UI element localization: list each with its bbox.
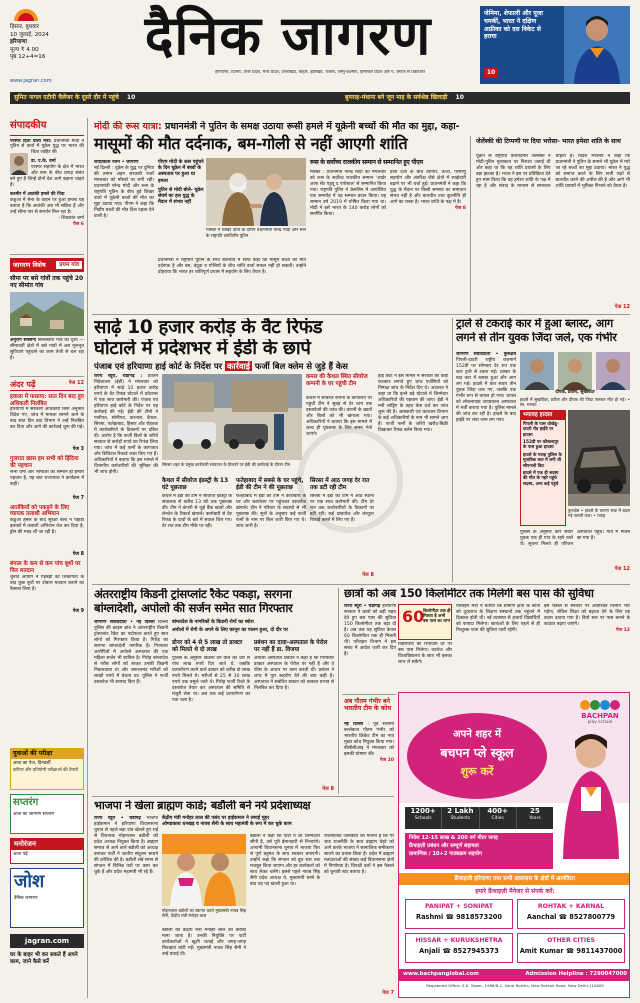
inside-item-page: पेज 7	[72, 495, 84, 501]
bjp-headline[interactable]: भाजपा ने खेला ब्राह्मण कार्ड; बडौली बने नये प्रदेशाध्यक्ष	[94, 800, 311, 812]
supplement-manoranjan[interactable]	[10, 838, 84, 864]
bus-col4: इस फैसले से सरकार पर अतिरिक्त वित्तीय भार पड़ेगा, लेकिन शिक्षा को बढ़ावा देने के लिए यह कदम उठाया गया है। डिपो स्तर पर पास बनाने के काउंटर बढ़ाए जाएंगे। पेज 12	[544, 604, 630, 633]
bachpan-logo-icon	[575, 699, 625, 711]
brand-name: BACHPAN	[581, 712, 619, 721]
stat-num: 2 Lakh	[447, 807, 474, 815]
ad-points	[405, 833, 553, 869]
editorial-writer2: - शिवकांत शर्मा	[58, 216, 84, 222]
cricketer-photo	[564, 6, 630, 84]
kidney-bureau: जागरण संवाददाता • नई दिल्ली	[94, 620, 155, 625]
kidney-sub1-title[interactable]: डोनर को 4 से 5 लाख तो डाक्टर को मिलते थे दो लाख	[172, 640, 243, 653]
kidney-sub2-title[interactable]: प्रबंधन का दावा-अस्पताल के पेरोल पर नहीं हैं डा. विजया	[254, 640, 328, 653]
contact-title: हमारे फ्रैंचाइज़ी मैनेजर से संपर्क करें:	[475, 888, 555, 895]
stat-num: 25	[530, 807, 540, 815]
stat-label: Students	[450, 815, 471, 821]
trolley-box	[520, 410, 566, 526]
trolley-box-item: हादसे में एक ही सदस्य की मौत के गहरे पहुंचे सदस्य, अन्य कई पहुंचे	[523, 470, 559, 487]
vat-col-right: हाई कोर्ट ने इस मामले में सरकार को कड़ी फटकार लगाते हुए जांच एजेंसियों को निष्पक्ष जांच के निर्देश दिए थे। अदालत ने कहा था कि इतने बड़े घोटाले में जिम्मेदार अधिकारियों की पहचान की जाए। ईडी ने मनी लांड्रिंग के तहत केस दर्ज कर जांच शुरू की है। आबकारी एवं कराधान विभाग के कई अधिकारियों के नाम भी सामने आए हैं। फर्जी फर्मों के जरिये खरीद-बिक्री दिखाकर रिफंड क्लेम किया गया।	[378, 374, 448, 433]
stat-item	[517, 807, 553, 829]
zelensky-text: यूक्रेन के राष्ट्रपति वोलोदिमीर जेलेंस्की ने मोदी-पुतिन मुलाकात पर निराशा जताई थी और कहा था कि यह शांति प्रयासों के लिए बड़ा झटका है। भारत ने इस पर प्रतिक्रिया देते हुए स्पष्ट किया कि वह हमेशा शांति के पक्ष में रहा है और संवाद के माध्यम से समाधान चाहता है। विदेश मंत्रालय ने कहा कि प्रधानमंत्री ने पुतिन के सामने भी यूक्रेन में मारे जा रहे बच्चों का मुद्दा उठाया। भारत ने युद्ध को समाप्त करने के लिए सभी पक्षों से बातचीत करने की अपील की है और आगे भी शांति प्रयासों में भूमिका निभाने को तैयार है।	[476, 154, 630, 189]
supplement-sub: आज का पेज, दिनदर्शी	[13, 760, 51, 766]
bjp-bureau: राज्य ब्यूरो • चंडीगढ़	[94, 816, 141, 821]
bjp-bullet: ओमप्रकाश धनखड़ व नायब सैनी के साथ महामंत्री के रूप में कर चुके काम	[162, 822, 292, 828]
zelensky-title[interactable]: जेलेंस्की की टिप्पणी पर दिया भरोसा- भारत हमेशा शांति के साथ	[476, 138, 621, 145]
editorial-section: संपादकीय परस्पर हितों वाली मैत्री: प्रधानमंत्री मोदी ने पुतिन से वार्ता में यूक्रेन युद्ध पर भारत की चिंता जाहिर की डा. ए.के. वर्मा परस्पर सहयोग के क्षेत्र में भारत और रूस के बीच प्रगाढ़ संबंध बने हुए हैं जिन्हें दोनों देश आगे बढ़ाना चाहते हैं। कश्मीर में आतंकी हमले की निंदा कठुआ में सेना के वाहन पर हुआ हमला यह बताता है कि आतंकी अब भी सक्रिय हैं और उन्हें सीमा पार से समर्थन मिल रहा है। - शिवकांत शर्मा पेज 6	[10, 120, 84, 228]
region-name: ROHTAK + KARNAL	[537, 903, 605, 910]
inside-item[interactable]: गुजरात खास हम सभी को हिंदिया की पहचान सभी धर्मों और भाषाओं का सम्मान ही हमारी पहचान है, यह बात राज्यपाल ने कार्यक्रम में कही। पेज 7	[10, 456, 84, 501]
gambhir-page-ref[interactable]: पेज 10	[379, 757, 394, 763]
vat-headline-2[interactable]: घोटाले में प्रदेशभर में ईडी के छापे	[94, 339, 311, 359]
ticker-left-page: 10	[126, 94, 136, 101]
bus-box-text: किलोमीटर तक ही मिलता है अभी बस पास का लाभ	[423, 608, 451, 624]
vishesh-tag: प्रथम गांव	[56, 261, 82, 270]
supplement-saptrang[interactable]	[10, 794, 84, 834]
supplement-josh[interactable]	[10, 868, 84, 928]
supplement-sub: आज पढ़ें	[13, 851, 28, 857]
bjp-col1: राज्य ब्यूरो • चंडीगढ़ भाजपा हाईकमान ने हरियाणा विधानसभा चुनाव से पहले बड़ा दांव खेलते हुए राई से विधायक मोहनलाल बडौली को प्रदेश अध्यक्ष नियुक्त किया है। ब्राह्मण समाज से आने वाले बडौली को अध्यक्ष बनाकर पार्टी ने जातीय संतुलन साधने की कोशिश की है। बडौली लंबे समय से संगठन में विभिन्न पदों पर काम कर चुके हैं और प्रदेश महामंत्री भी रहे हैं।	[94, 816, 158, 875]
ticker-left-text: सुमित नागल एटीपी चैलेंजर के दूसरे दौर में पहुंचे	[14, 94, 119, 101]
trolley-bureau: जागरण संवाददाता • कुरुक्षेत्र	[456, 352, 516, 357]
edition-day: हिसार, बुधवार	[10, 24, 39, 30]
kidney-headline-1[interactable]: अंतरराष्ट्रीय किडनी ट्रांसप्लांट रैकेट पकड़ा, सरगना	[94, 588, 292, 601]
editorial-item1-text: प्रधानमंत्री मोदी ने पुतिन से वार्ता में यूक्रेन युद्ध पर भारत की चिंता जाहिर की	[10, 138, 84, 156]
price: मूल्य ₹ 4.00	[10, 46, 39, 53]
ad-helpline[interactable]: Admission Helpline : 7290047000	[525, 971, 627, 977]
zelensky-page-ref[interactable]: पेज 12	[614, 304, 630, 310]
trolley-col2: पुलिस के अनुसार कार सवार युवक एक ही गांव के रहने वाले थे। सूचना मिलते ही परिजन अस्पताल पहुंचे। गांव में मातम छा गया है।	[520, 530, 630, 547]
jagran-logo-icon	[12, 6, 40, 22]
burnt-car-photo	[568, 410, 630, 506]
lead-photo-caption: मास्को में शिखर वार्ता के दौरान प्रधानमंत्री नरेन्द्र मोदी और रूस के राष्ट्रपति व्लादिमीर पुतिन	[206, 228, 306, 239]
bus-box-num: 60	[402, 607, 425, 626]
vat-side-title[interactable]: कमल की कैथल स्थित सीवरेज कम्पनी के घर पहुंची टीम	[306, 374, 368, 387]
tagline-1: अपने शहर में	[452, 729, 501, 740]
vat-sub3-title[interactable]: सिरसा में आठ जगह देर रात तक डटी रही टीम	[310, 478, 370, 491]
stat-label: Years	[529, 815, 541, 821]
gambhir-bureau: नई दिल्ली	[344, 722, 364, 727]
editorial-author: डा. ए.के. वर्मा	[31, 159, 56, 165]
supplement-name: सप्तरंग	[13, 797, 39, 808]
bus-col2: विद्यार्थियों को रियायती दर पर बस पास मिलेगा। कालेज और विश्वविद्यालय के छात्र भी इसका लाभ ले सकेंगे।	[398, 642, 452, 665]
ad-address: Registered Office: S.K. Tower, 1988/8-1, Sarai Rohilla, New Rohtak Road, New Delhi-110005	[426, 984, 604, 988]
vat-sub1-title[interactable]: कैथल में सीवरेज इंडस्ट्री के 13 घंटे पूछताछ	[162, 478, 229, 491]
inside-item[interactable]: हवाला में फसाया: सात दिन बाद हुए अधिकारी निलंबित हरियाणा में सरकारी अधिकारी बिना अनुमति विदेश गए, जांच में मामला सामने आने के बाद सात दिन बाद विभाग ने उन्हें निलंबित कर दिया और आगे की कार्रवाई शुरू की गई। पेज 3	[10, 394, 84, 453]
supplement-name: जोश	[14, 871, 45, 892]
vat-sub2-title[interactable]: फतेहाबाद में सबसे के घर पहुंचे, ईडी की टीम ने की पूछताछ	[236, 478, 304, 491]
bus-box	[398, 604, 452, 640]
ticker-right[interactable]	[345, 94, 625, 102]
lead-sub-title[interactable]: रूस के सर्वोच्च राजकीय सम्मान से सम्मानित हुए पीएम	[310, 159, 423, 166]
bachpan-logo	[575, 699, 625, 725]
inside-item[interactable]: आतंकियों को पकड़ने के लिए व्यापक तलाशी अभियान कठुआ हमले के बाद सुरक्षा बलों ने पहाड़ी इलाकों में तलाशी अभियान तेज कर दिया है, ड्रोन की मदद ली जा रही है। पेज 8	[10, 504, 84, 558]
bjp-page-ref[interactable]: पेज 7	[382, 990, 394, 996]
vat-col1: राज्य ब्यूरो, चंडीगढ़ : प्रवर्तन निदेशालय (ईडी) ने मंगलवार को हरियाणा में साढ़े 10 हजार करोड़ रुपये के वैट रिफंड घोटाले में प्रदेशभर में एक साथ छापेमारी की। पंजाब एवं हरियाणा हाई कोर्ट के निर्देश पर यह कार्रवाई की गई। ईडी की टीमों ने पानीपत, सोनीपत, करनाल, कैथल, सिरसा, फतेहाबाद, हिसार और रोहतक में कारोबारियों के ठिकानों पर दबिश दी। आरोप है कि फर्जी बिलों के जरिये सरकार से करोड़ों रुपये का रिफंड लिया गया। जांच में कई फर्मों के कागजात और डिजिटल रिकार्ड जब्त किए गए हैं। अधिकारियों ने बताया कि इस मामले में विभागीय कर्मचारियों की भूमिका की भी जांच होगी।	[94, 374, 158, 475]
inside-item-title: हवाला में फसाया: सात दिन बाद हुए अधिकारी निलंबित	[10, 394, 84, 407]
bus-col3: परिवहन मंत्री ने बताया कि ग्रामीण क्षेत्रों के छात्रों को दूरदराज के शिक्षण संस्थानों तक पहुंचने में दिक्कत होती थी। नई व्यवस्था से हजारों विद्यार्थियों को फायदा मिलेगा। छात्राओं के लिए पहले से ही निःशुल्क यात्रा की सुविधा जारी रहेगी।	[456, 604, 540, 633]
region-other[interactable]	[517, 933, 625, 963]
ad-footer	[399, 969, 630, 981]
region-name: OTHER CITIES	[547, 937, 595, 944]
stat-item	[480, 807, 517, 829]
vishesh-photo-caption: सिलक्यारा गांव का दृश्य	[37, 338, 78, 344]
edition-date: 10 जुलाई, 2024	[10, 31, 49, 38]
lead-bullet: पुतिन से मोदी बोले- यूक्रेन संघर्ष का हल युद्ध के मैदान में संभव नहीं	[158, 187, 204, 206]
inside-item-title: गुजरात खास हम सभी को हिंदिया की पहचान	[10, 456, 79, 470]
bjp-bullets	[162, 816, 394, 828]
inside-section	[10, 380, 84, 615]
region-contact: Rashmi ☎ 9818573200	[416, 912, 502, 921]
ad-point: प्रामाणिक / 10+2 पाठ्यक्रम सहयोग	[409, 850, 482, 857]
region-panipat[interactable]	[405, 899, 513, 929]
top-teaser[interactable]	[480, 6, 630, 84]
vishesh-title[interactable]: सीमा पर बसे गांवों तक पहुंचे 20 नए सीमांत गांव	[10, 275, 84, 290]
tagline-3: शुरू करें	[460, 765, 494, 778]
ad-point: निवेश 12-15 लाख & 200 वर्ग मीटर जगह	[409, 835, 498, 841]
stat-label: Schools	[414, 815, 432, 821]
website-link[interactable]: www.jagran.com	[10, 78, 52, 84]
lead-col1b: प्रधानमंत्री ने राष्ट्रपति पुतिन के साथ बातचीत में साफ कहा कि मासूम बच्चों की मौत दर्दनाक है और बम, बंदूक व गोलियों के बीच शांति वार्ता सफल नहीं हो सकती। उन्होंने दोहराया कि भारत हर शांतिपूर्ण प्रयास में सहयोग के लिए तैयार है।	[158, 258, 306, 275]
lead-page-ref[interactable]: पेज 8	[455, 205, 466, 211]
gambhir-text: नई दिल्ली : पूर्व सलामी बल्लेबाज गौतम गंभीर को भारतीय क्रिकेट टीम का नया मुख्य कोच नियुक्त किया गया। बीसीसीआइ ने मंगलवार को इसकी घोषणा की। पेज 10	[344, 722, 394, 763]
jagran-domain[interactable]: jagran.com	[10, 934, 84, 948]
trolley-box-item: हादसे के गवाह पुलिस के मुताबिक कार में लगी थी सीएनजी किट	[523, 452, 562, 469]
editorial-page-ref[interactable]: पेज 6	[73, 222, 84, 228]
editorial-item1-title[interactable]: परस्पर हितों वाली मैत्री:	[10, 138, 52, 144]
stat-item	[442, 807, 479, 829]
supplement-name: मनोरंजन	[11, 839, 83, 850]
editorial-item2-title[interactable]: कश्मीर में आतंकी हमले की निंदा	[10, 192, 65, 198]
author-avatar	[10, 153, 28, 175]
bus-page-ref[interactable]: पेज 12	[615, 627, 630, 633]
region-contact: Aanchal ☎ 8527800779	[526, 912, 616, 921]
footer-left-teaser[interactable]: घर के बाहर भी कर सकते हैं अपने काम, जाने कैसे करें	[10, 952, 78, 965]
kidney-bullets	[172, 620, 332, 634]
bachpan-ad[interactable]	[398, 692, 630, 998]
trolley-headline-1[interactable]: ट्राले से टकराई कार में हुआ ब्लास्ट, आग	[456, 318, 613, 330]
inside-item-title: बंगाल के कम से कम पांच बूथों पर फिर मतदान	[10, 561, 81, 574]
jagran-vishesh: जागरण विशेष प्रथम गांव सीमा पर बसे गांवों तक पहुंचे 20 नए सीमांत गांव अनुराग सक्सेना सिलक्यारा गांव का दृश्य — सीमावर्ती क्षेत्रों में बसे गांवों में अब मूलभूत सुविधाएं पहुंचाने का काम तेजी से चल रहा है। पेज 12	[10, 258, 84, 387]
stats-bar	[405, 807, 553, 829]
bjp-col3: बडौली ने कहा कि पार्टी ने जो जिम्मेदारी सौंपी है, उसे पूरी ईमानदारी से निभाएंगे। आगामी विधानसभा चुनाव में भाजपा फिर से पूर्ण बहुमत के साथ सरकार बनाएगी। उन्होंने कहा कि संगठन को बूथ स्तर तक मजबूत किया जाएगा और हर कार्यकर्ता को साथ लेकर चलेंगे। इससे पहले नायब सिंह सैनी प्रदेश अध्यक्ष थे, मुख्यमंत्री बनने के बाद यह पद खाली हुआ था।	[250, 834, 320, 887]
stat-label: Cities	[491, 815, 504, 821]
region-contact: Anjali ☎ 8527945373	[419, 946, 499, 955]
region-name: HISSAR + KURUKSHETRA	[415, 937, 503, 944]
ad-point: फ्रैंचाइज़ी प्रबंधन और सम्पूर्ण सहायता	[409, 842, 479, 849]
supplement-sub: दैनिक जागरण	[14, 895, 38, 901]
bus-headline[interactable]: छात्रों को अब 150 किलोमीटर तक मिलेगी बस पास की सुविधा	[344, 588, 594, 600]
lead-kicker: मोदी की रूस यात्रा:	[94, 121, 162, 132]
vat-sub1-text: कैथल में ईडी की टीम ने सीवरेज इंडस्ट्री के संचालक से करीब 13 घंटे तक पूछताछ की। टीम ने कंपनी से जुड़े बैंक खातों और लेनदेन के रिकार्ड खंगाले। कारोबारी से वैट रिफंड के दावों के बारे में सवाल किए गए। देर रात तक टीम मौके पर रही।	[162, 494, 232, 529]
franchise-line: फ्रैंचाइजी हरियाणा तथा सभी आसपास के क्षेत्रों में आमंत्रित!	[399, 873, 630, 885]
lead-headline[interactable]: मासूमों की मौत दर्दनाक, बम-गोली से नहीं आएगी शांति	[94, 134, 408, 153]
vat-sub3-text: सिरसा में ईडी की टीम ने आठ स्थानों पर एक साथ छापेमारी की। टीम देर रात तक कारोबारियों के ठिकानों पर डटी रही। कई दस्तावेज और कंप्यूटर रिकार्ड कब्जे में लिए गए हैं।	[310, 494, 374, 523]
vat-bureau: राज्य ब्यूरो, चंडीगढ़ :	[94, 374, 143, 379]
brand-sub: play school	[587, 720, 613, 726]
kidney-page-ref[interactable]: पेज 8	[322, 786, 334, 792]
region-name: PANIPAT + SONIPAT	[425, 903, 493, 910]
kidney-bullet: अपोलो में रोगी के अपने के लिए कानून का पालन हुआ, दो दौर पर	[172, 627, 288, 633]
ticker-bar	[10, 92, 630, 104]
region-rohtak[interactable]	[517, 899, 625, 929]
lead-bureau: जयप्रकाश रंजन • जागरण	[94, 160, 139, 165]
kidney-col1: जागरण संवाददाता • नई दिल्ली दिल्ली पुलिस की क्राइम ब्रांच ने अंतरराष्ट्रीय किडनी ट्रांसप्लांट रैकेट का पर्दाफाश करते हुए सात लोगों को गिरफ्तार किया है। गिरोह का सरगना बांग्लादेशी नागरिक है। गिरफ्तार आरोपितों में अपोलो अस्पताल की एक महिला सर्जन भी शामिल है। गिरोह बांग्लादेश से गरीब लोगों को लाकर उनकी किडनी निकलवाता था और जरूरतमंद मरीजों को लाखों रुपये में बेचता था। पुलिस ने फर्जी दस्तावेज भी बरामद किए हैं।	[94, 620, 168, 685]
inside-title: अंदर पढ़ें	[10, 380, 84, 391]
vishesh-caption-name: अनुराग सक्सेना	[10, 338, 36, 344]
vat-headline-1[interactable]: साढ़े 10 हजार करोड़ के वैट रिफंड	[94, 318, 323, 338]
inside-item-page: पेज 8	[72, 552, 84, 558]
ticker-right-page: 10	[455, 94, 464, 101]
vat-deck-post: फर्जी बिल क्लेम से जुड़े हैं केस	[254, 361, 348, 371]
inside-item-page: पेज 9	[72, 608, 84, 614]
tagline-2: बचपन प्ले स्कूल	[440, 745, 514, 760]
lead-kicker-text: प्रधानमंत्री ने पुतिन के समक्ष उठाया रूसी हमले में यूक्रेनी बच्चों की मौत का मुद्दा, कहा-	[164, 121, 460, 132]
supplement-youth[interactable]: युवाओं की परीक्षा आज का पेज, दिनदर्शी करियर और प्रतियोगी परीक्षाओं की तैयारी	[10, 748, 84, 790]
region-hissar[interactable]	[405, 933, 513, 963]
vishesh-page-ref[interactable]: पेज 12	[68, 380, 84, 387]
lead-col1: जयप्रकाश रंजन • जागरण नई दिल्ली : यूक्रेन के युद्ध पर दुनिया की तमाम अहम सरकारी नजरें मंगलवार को मॉस्को पर लगी रहीं। प्रधानमंत्री नरेन्द्र मोदी और रूस के राष्ट्रपति पुतिन के बीच हुई शिखर वार्ता में यूक्रेनी बच्चों की मौत का मुद्दा उठाया गया। पीएम ने कहा कि निर्दोष बच्चों की मौत दिल दहला देने वाली है।	[94, 160, 154, 219]
edition-city: हरियाणा	[10, 39, 27, 46]
lead-col4: दोनों देशों के बीच व्यापार, ऊर्जा, परमाणु सहयोग और अंतरिक्ष जैसे क्षेत्रों में साझेदारी बढ़ाने पर भी चर्चा हुई। प्रधानमंत्री ने कहा कि युद्ध के मैदान पर किसी समस्या का समाधान संभव नहीं है और बातचीत तथा कूटनीति ही आगे का रास्ता है। भारत शांति के पक्ष में है। पेज 8	[390, 170, 466, 211]
trolley-photo-names: दीपक, प्रवीण, सुखविंदर	[555, 390, 595, 395]
bjp-photo-caption: मोहनलाल बडौली का स्वागत करते मुख्यमंत्री नायब सिंह सैनी, केंद्रीय मंत्री मनोहर लाल	[162, 908, 246, 919]
kidney-headline-2[interactable]: बांग्लादेशी, अपोलो की सर्जन समेत सात गिरफ्तार	[94, 602, 293, 615]
states-line: हरियाणा, दिल्ली, उत्तर प्रदेश, मध्य प्रदेश, उत्तराखंड, बिहार, झारखंड, पंजाब, जम्मू-कश्मीर, हिमाचल प्रदेश और प. बंगाल से प्रकाशित	[215, 70, 425, 75]
vat-deck-pre: पंजाब एवं हरियाणा हाई कोर्ट के निर्देश पर	[94, 361, 223, 371]
lead-bullets	[158, 160, 204, 256]
modi-putin-photo	[206, 158, 306, 226]
bus-col1: राज्य ब्यूरो • चंडीगढ़ हरियाणा सरकार ने छात्रों को बड़ी राहत देते हुए बस पास की सुविधा 150 किलोमीटर तक बढ़ा दी है। अब तक यह सुविधा केवल 60 किलोमीटर तक ही मिलती थी। परिवहन विभाग ने इस संबंध में आदेश जारी कर दिए हैं।	[344, 604, 396, 657]
page-count: पृष्ठ 12+4=16	[10, 54, 46, 61]
stat-item	[405, 807, 442, 829]
top-teaser-text: जेमिमा, शेफाली और पूजा चमकीं, भारत ने दक्षिण अफ्रीका को दस विकेट से हराया	[484, 10, 543, 41]
trolley-page-ref[interactable]: पेज 12	[614, 566, 630, 572]
supplement-sub: आज का जागरण सप्तरंग	[13, 811, 55, 817]
masthead	[0, 0, 640, 92]
inside-item-title: आतंकियों को पकड़ने के लिए व्यापक तलाशी अभियान	[10, 504, 70, 518]
lead-bullet: पीएम मोदी के रूस पहुंचने के दिन यूक्रेन में बच्चों के अस्पताल पर हुआ था हमला	[158, 160, 204, 184]
trolley-box-item: 152डी पर कौसल्यपुर के पास हुआ हादसा	[523, 440, 559, 451]
ed-raid-photo	[162, 374, 302, 460]
ticker-left[interactable]	[14, 94, 314, 102]
bjp-col2: बडौली को केंद्रीय मंत्री मनोहर लाल का करीबी माना जाता है। उनकी नियुक्ति पर पार्टी कार्यकर्ताओं ने खुशी जताई और जगह-जगह मिठाइयां बांटी गईं। मुख्यमंत्री नायब सिंह सैनी ने उन्हें बधाई दी।	[162, 928, 246, 957]
trolley-photo-caption: हादसे में सुखविंदर, प्रवीण और दीपक की जिंदा जलकर मौत हो गई। • स्व. भाग्वत	[520, 397, 630, 408]
child-photo	[555, 727, 627, 859]
region-contact: Amit Kumar ☎ 9811437000	[519, 946, 623, 955]
editorial-title[interactable]: संपादकीय	[10, 120, 84, 136]
stat-num: 400+	[487, 807, 508, 815]
victim-photos	[520, 352, 630, 390]
bus-bureau: राज्य ब्यूरो • चंडीगढ़	[344, 604, 381, 609]
top-teaser-page: 10	[484, 68, 498, 78]
vat-deck	[94, 361, 448, 372]
vat-page-ref[interactable]: पेज 8	[362, 572, 374, 578]
trolley-col1: जागरण संवाददाता • कुरुक्षेत्र पिपली-दादरी राष्ट्रीय राजमार्ग 152डी पर सोमवार देर रात एक कार ट्राले से टकरा गई। टक्कर के बाद कार में ब्लास्ट हुआ और आग लग गई। हादसे में कार सवार तीन युवक जिंदा जल गए, जबकि एक गंभीर रूप से घायल हो गया। घायल को लोकनायक जयप्रकाश अस्पताल में भर्ती कराया गया है। पुलिस मामले की जांच कर रही है। हादसे के बाद हाईवे पर लंबा जाम लग गया।	[456, 352, 516, 423]
vat-deck-tag: कार्रवाई	[226, 361, 250, 371]
vishesh-label: जागरण विशेष	[13, 261, 46, 269]
kidney-sub1-text: पुलिस के अनुसार किडनी देने वाले को चार से पांच लाख रुपये दिए जाते थे, जबकि प्रत्यारोपण करने वाले डाक्टर को करीब दो लाख रुपये मिलते थे। मरीजों से 25 से 30 लाख रुपये तक वसूले जाते थे। गिरोह फर्जी रिश्ते के दस्तावेज तैयार कर अस्पताल की समिति से मंजूरी लेता था। अब तक कई प्रत्यारोपण का पता चला है।	[172, 656, 250, 703]
kidney-sub2-text: अपोलो अस्पताल प्रबंधन ने कहा है कि गिरफ्तार डाक्टर अस्पताल के पेरोल पर नहीं हैं और वे फीस के आधार पर काम करती थीं। प्रबंधन ने जांच में पूरा सहयोग देने की बात कही है। अस्पताल ने संबंधित डाक्टर को तत्काल प्रभाव से निलंबित कर दिया है।	[254, 656, 334, 691]
ad-website[interactable]: www.bachpanglobal.com	[403, 971, 479, 977]
ticker-right-text: बुमराह-मंधाना बने जून माह के सर्वश्रेष्ठ खिलाड़ी	[345, 94, 448, 101]
bjp-photo	[162, 834, 246, 906]
stat-num: 1200+	[410, 807, 436, 815]
trolley-box-title: भयावह हादसा	[521, 411, 565, 420]
trolley-box-item: पिपली के पास धोखेडू- दादरी रोड हाईवे पर हादसा	[523, 421, 559, 438]
supplement-name: युवाओं की परीक्षा	[11, 749, 83, 759]
inside-item[interactable]: बंगाल के कम से कम पांच बूथों पर फिर मतदान चुनाव आयोग ने गड़बड़ी की शिकायतों के बाद कुछ बूथों पर दोबारा मतदान कराने का फैसला लिया है। पेज 9	[10, 561, 84, 614]
kidney-bullet: बांग्लादेश के नागरिकों के किडनी रोगों का ब्योरा	[172, 620, 254, 625]
lead-col3: मास्को : प्रधानमंत्री नरेन्द्र मोदी को मंगलवार को रूस के सर्वोच्च राजकीय सम्मान 'आर्डर आफ सेंट एंड्रयू द एपोस्टल' से सम्मानित किया गया। राष्ट्रपति पुतिन ने क्रेमलिन में आयोजित एक समारोह में यह सम्मान प्रदान किया। यह सम्मान वर्ष 2019 में घोषित किया गया था। मोदी ने इसे भारत के 140 करोड़ लोगों को समर्पित किया।	[310, 170, 386, 217]
village-photo	[10, 292, 84, 336]
lead-kicker-line	[94, 121, 630, 133]
trolley-headline-2[interactable]: लगने से तीन युवक जिंदा जले, एक गंभीर	[456, 332, 617, 344]
bjp-col4: राजनीतिक जानकारों का मानना है कि गैर जाट राजनीति के साथ ब्राह्मण चेहरे को आगे करके भाजपा ने सामाजिक समीकरण साधने का प्रयास किया है। प्रदेश में ब्राह्मण मतदाताओं की संख्या कई विधानसभा क्षेत्रों में निर्णायक है। विपक्षी दलों ने इस फैसले को चुनावी स्टंट बताया है।	[324, 834, 394, 875]
vat-side-text: कैथल में सीवरेज कंपनी के कार्यालय पर पहुंची टीम ने सुबह से देर शाम तक दस्तावेजों की जांच की। कंपनी के खातों और बिलों को भी खंगाला गया। अधिकारियों ने बताया कि इस मामले में जल्द ही पूछताछ के लिए समन भेजे जाएंगे।	[306, 396, 372, 437]
inside-item-page: पेज 3	[72, 447, 84, 453]
newspaper-title[interactable]: दैनिक जागरण	[144, 3, 432, 67]
crash-caption: कुरुक्षेत्र • हादसे के कारण राख में बदल गई जलती कार। • गवाह	[568, 508, 630, 519]
vat-photo-caption: सिरसा शहर के प्रमुख कारोबारी सत्यवान के ठिकाने पर ईडी की कार्रवाई के दौरान टीम	[162, 462, 291, 467]
gambhir-title[interactable]: अब गौतम गंभीर बने भारतीय टीम के कोच	[344, 698, 392, 713]
bjp-bullet: केंद्रीय मंत्री मनोहर लाल की पसंद पर हाईकमान ने लगाई मुहर	[162, 816, 270, 821]
vat-sub2-text: फतेहाबाद में ईडी की टीम ने कारोबारी के घर और कार्यालय पर पहुंचकर दस्तावेज खंगाले। टीम ने परिवार के सदस्यों से भी पूछताछ की। सूत्रों के अनुसार कई फर्जी फर्मों के नाम पर बिल जारी किए गए थे। जांच जारी है।	[236, 494, 306, 529]
